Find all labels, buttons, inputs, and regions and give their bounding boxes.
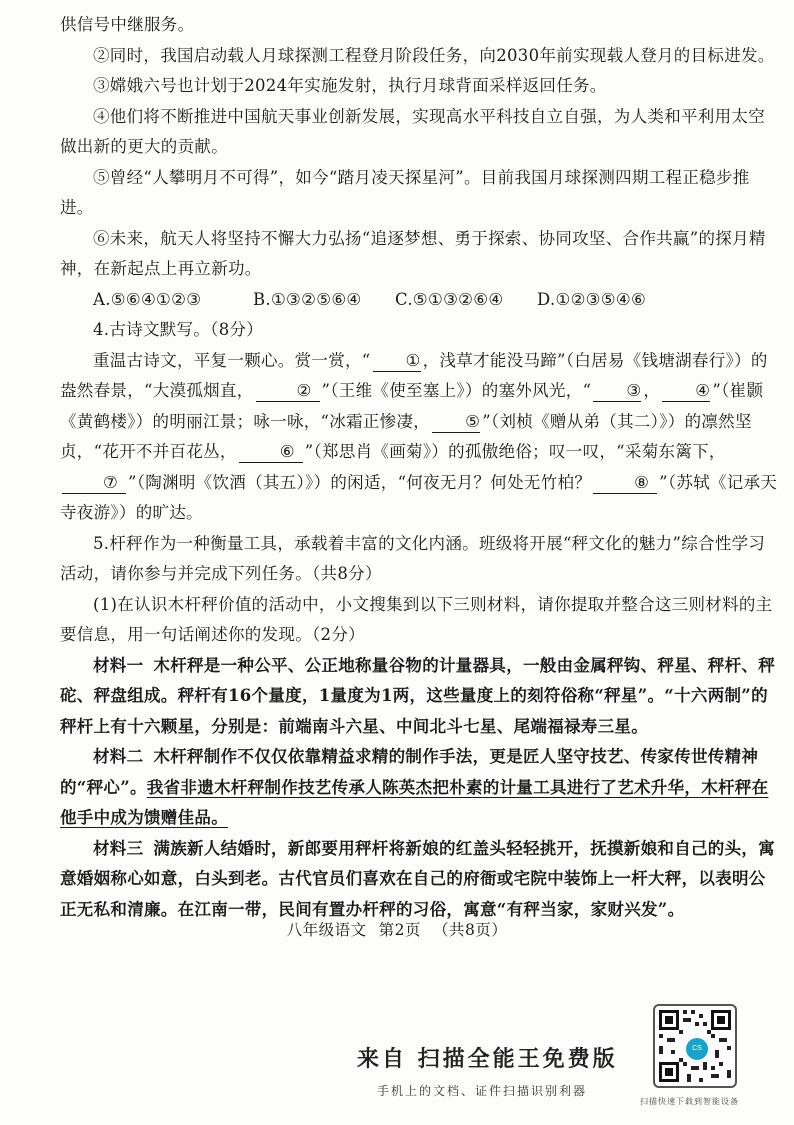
option-d[interactable]: D.①②③⑤④⑥ <box>537 289 647 309</box>
material-1 <box>60 651 780 743</box>
blank-5[interactable]: ⑤ <box>432 412 480 433</box>
continued-line: 供信号中继服务。 <box>60 15 195 34</box>
material-1-label: 材料一 <box>93 655 144 675</box>
material-3-text: 满族新人结婚时，新郎要用秤杆将新娘的红盖头轻轻挑开，抚摸新娘和自己的头，寓意婚姻称心如意，白头到老。古代官员们喜欢在自己的府衙或宅院中装饰上一杆大秤，以表明公正无私和清廉。在江南一带，民间有置办杆秤的习俗，寓意“有秤当家，家财兴发”。 <box>60 838 776 919</box>
option-c[interactable]: C.⑤①③②⑥④ <box>395 289 504 309</box>
q4-text: ”（王维《使至塞上》）的塞外风光，“ <box>321 381 592 400</box>
blank-7[interactable]: ⑦ <box>62 473 126 494</box>
q4-text: ，浅草才能没马蹄”（白居易《钱塘湖春行》）的盎然春景，“大漠孤烟直， <box>60 350 768 400</box>
sentence-4: ④他们将不断推进中国航天事业创新发展，实现高水平科技自立自强，为人类和平利用太空做出新的更大的贡献。 <box>60 106 765 156</box>
option-a[interactable]: A.⑤⑥④①②③ <box>93 289 202 309</box>
material-2-text: 木杆秤制作不仅仅依靠精益求精的制作手法，更是匠人坚守技艺、传家传世传精神的“秤心”。 <box>60 747 759 797</box>
blank-3[interactable]: ③ <box>593 381 641 402</box>
blank-1[interactable]: ① <box>373 351 421 372</box>
q4-text: ”（刘桢《赠从弟（其二）》）的凛然坚贞，“花开不并百花丛， <box>60 411 752 461</box>
material-2-label: 材料二 <box>93 747 144 766</box>
blank-8[interactable]: ⑧ <box>593 473 657 494</box>
footer-subject: 八年级语文 <box>286 921 367 939</box>
q4-text: ”（郑思肖《画菊》）的孤傲绝俗；叹一叹，“采菊东篱下， <box>304 442 726 461</box>
question-4-title: 4.古诗文默写。（8分） <box>93 320 264 339</box>
question-5-intro: 5.杆秤作为一种衡量工具，承载着丰富的文化内涵。班级将开展“秤文化的魅力”综合性学习活动，请你参与并完成下列任务。（共8分） <box>60 533 766 583</box>
footer-total: （共8页） <box>433 921 508 939</box>
sentence-2: ②同时，我国启动载人月球探测工程登月阶段任务，向2030年前实现载人登月的目标进发。 <box>93 45 775 65</box>
material-3-label: 材料三 <box>93 838 144 858</box>
q4-text: ”（崔颢《黄鹤楼》）的明丽江景；咏一咏，“冰霜正惨凄， <box>60 381 764 431</box>
page-footer <box>0 918 794 940</box>
q4-text: ， <box>643 381 661 400</box>
sentence-6: ⑥未来，航天人将坚持不懈大力弘扬“追逐梦想、勇于探索、协同攻坚、合作共赢”的探月精神，在新起点上再立新功。 <box>60 228 766 278</box>
blank-6[interactable]: ⑥ <box>239 442 303 463</box>
answer-options <box>60 285 780 316</box>
scanner-tagline: 手机上的文档、证件扫描识别利器 <box>377 1084 588 1098</box>
material-1-text: 木杆秤是一种公平、公正地称量谷物的计量器具，一般由金属秤钩、秤星、秤杆、秤砣、秤盘组成。秤杆有16个量度，1量度为1两，这些量度上的刻符俗称“秤星”。“十六两制”的秤杆上有十六颗星，分别是：前端南斗六星、中间北斗七星、尾端福禄寿三星。 <box>60 655 776 736</box>
footer-page: 第2页 <box>378 921 421 939</box>
camscanner-logo-icon: CS <box>684 1036 710 1062</box>
question-4-body <box>60 346 780 529</box>
option-b[interactable]: B.①③②⑤⑥④ <box>253 289 362 309</box>
material-3 <box>60 834 780 926</box>
q4-text: ”（苏轼《记承天寺夜游》）的旷达。 <box>60 472 778 522</box>
page-content <box>60 10 780 925</box>
material-2-underlined: 我省非遗木杆秤制作技艺传承人陈英杰把朴素的计量工具进行了艺术升华，木杆秤在他手中成为馈赠佳品。 <box>60 777 769 827</box>
qr-code[interactable] <box>653 1004 737 1088</box>
scanner-watermark: 来自 扫描全能王免费版 <box>357 1046 618 1072</box>
qr-caption: 扫描快速下载到智能设备 <box>640 1097 739 1106</box>
sentence-5: ⑤曾经“人攀明月不可得”，如今“踏月凌天探星河”。目前我国月球探测四期工程正稳步推进。 <box>60 167 750 217</box>
question-5-sub-1: (1)在认识木杆秤价值的活动中，小文搜集到以下三则材料，请你提取并整合这三则材料的主要信息，用一句话阐述你的发现。（2分） <box>60 594 773 644</box>
material-2 <box>60 742 780 834</box>
sentence-3: ③嫦娥六号也计划于2024年实施发射，执行月球背面采样返回任务。 <box>93 76 607 95</box>
q4-text: 重温古诗文，平复一颗心。赏一赏，“ <box>93 350 371 370</box>
blank-2[interactable]: ② <box>256 381 320 402</box>
q4-text: ”（陶渊明《饮酒（其五）》）的闲适，“何夜无月？何处无竹柏？ <box>128 472 592 492</box>
blank-4[interactable]: ④ <box>662 381 710 402</box>
